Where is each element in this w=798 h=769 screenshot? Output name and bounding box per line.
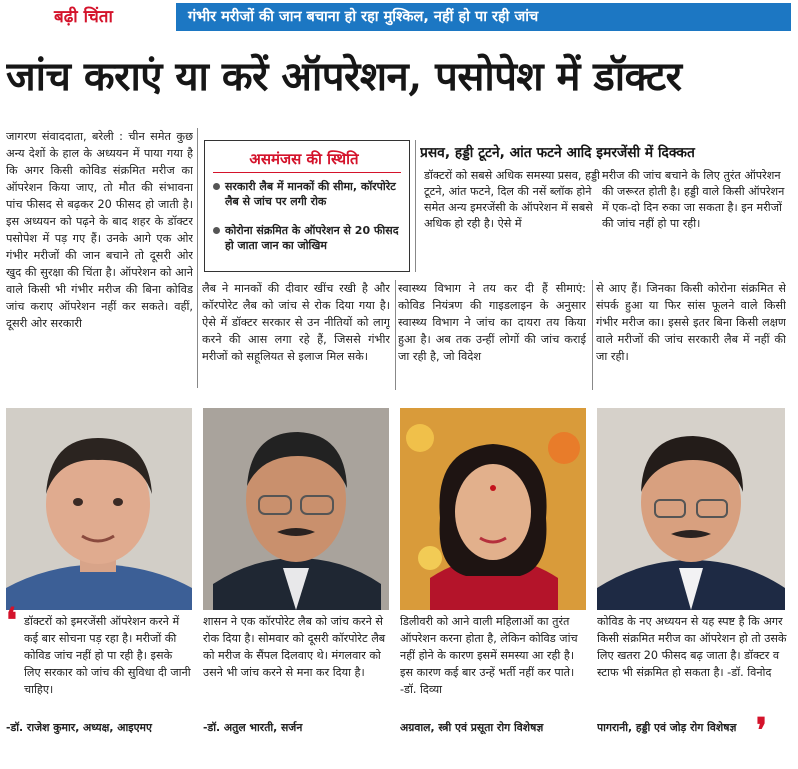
dilemma-item [213,223,405,259]
bullet-icon [213,183,220,190]
portrait-photo-2 [203,408,389,610]
quote-byline-1: -डॉ. राजेश कुमार, अध्यक्ष, आइएमए [6,721,152,734]
quote-byline-3: अग्रवाल, स्त्री एवं प्रसूता रोग विशेषज्ञ [400,721,544,734]
main-headline: जांच कराएं या करें ऑपरेशन, पसोपेश में डॉक्टर [6,53,682,100]
quote-open-icon: ❛ [6,601,17,641]
article-column-3: स्वास्थ्य विभाग ने तय कर दी हैं सीमाएं: कोविड नियंत्रण की गाइडलाइन के अनुसार स्वास्थ्य विभाग ने जांच का दायरा तय किया हुआ है। अब तक उन्हीं लोगों की जांच कराई जा रही है, जो विदेश [398,282,586,363]
article-column-1: जागरण संवाददाता, बरेली : चीन समेत कुछ अन्य देशों के हाल के अध्ययन में पाया गया है कि अगर किसी कोविड संक्रमित मरीज का ऑपरेशन किया जाए, तो मौत की संभावना पांच फीसद से बढ़कर 20 फीसद हो जाती है। इस अध्ययन को पढ़ने के बाद शहर के डॉक्टर पसोपेश में पड़ गए हैं। उनके आगे एक ओर गंभीर मरीजों की जान बचाने तो दूसरी ओर खुद की सुरक्षा की चिंता है। ऑपरेशन को आने वाले किसी भी गंभीर मरीज की बिना कोविड जांच कराए ऑपरेशन नहीं कर सकते। वहीं, दूसरी ओर सरकारी [6,130,193,330]
dilemma-item-text: कोरोना संक्रमित के ऑपरेशन से 20 फीसद हो जाता जान का जोखिम [225,224,399,252]
divider [197,128,198,388]
portrait-photo-1 [6,408,192,610]
header-bar [0,0,798,34]
quote-byline-2: -डॉ. अतुल भारती, सर्जन [203,721,303,734]
bullet-icon [213,227,220,234]
section-kicker: बढ़ी चिंता [6,3,176,31]
section-tagline: गंभीर मरीजों की जान बचाना हो रहा मुश्किल, नहीं हो पा रही जांच [176,3,791,31]
quote-byline-4: पागरानी, हड्डी एवं जोड़ रोग विशेषज्ञ [597,721,737,734]
dilemma-item-text: सरकारी लैब में मानकों की सीमा, कॉरपोरेट लैब से जांच पर लगी रोक [225,180,396,208]
divider [592,280,593,390]
divider [415,140,416,272]
emergency-column-a: डॉक्टरों को सबसे अधिक समस्या प्रसव, हड्डी टूटने, आंत फटने, दिल की नसें ब्लॉक होने समेत अन्य इमरजेंसी के ऑपरेशन में सबसे अधिक हो रही है। ऐसे में [424,169,600,230]
divider [395,280,396,390]
emergency-column-b: मरीज की जांच बचाने के लिए तुरंत ऑपरेशन की जरूरत होती है। हड्डी वाले किसी ऑपरेशन में एक-दो दिन रुका जा सकता है। इन मरीजों की जांच नहीं हो पा रही। [602,169,785,230]
portrait-photo-4 [597,408,785,610]
emergency-subheading: प्रसव, हड्डी टूटने, आंत फटने आदि इमरजेंसी में दिक्कत [420,145,695,161]
dilemma-box [204,140,410,272]
quote-text-1: डॉक्टरों को इमरजेंसी ऑपरेशन करने में कई बार सोचना पड़ रहा है। मरीजों की कोविड जांच नहीं हो पा रही है। इसके लिए सरकार को जांच की सुविधा दी जानी चाहिए। [24,615,191,696]
dilemma-box-title: असमंजस की स्थिति [249,150,359,168]
quote-text-2: शासन ने एक कॉरपोरेट लैब को जांच करने से रोक दिया है। सोमवार को दूसरी कॉरपोरेट लैब को मरीज के सैंपल दिलवाए थे। मंगलवार को उसने भी जांच करने से मना कर दिया है। [203,615,386,679]
quote-text-4: कोविड के नए अध्ययन से यह स्पष्ट है कि अगर किसी संक्रमित मरीज का ऑपरेशन हो तो उसके लिए खतरा 20 फीसद बढ़ जाता है। डॉक्टर व स्टाफ भी संक्रमित हो सकता है। -डॉ. विनोद [597,615,787,679]
divider [213,172,401,173]
quote-text-3: डिलीवरी को आने वाली महिलाओं का तुरंत ऑपरेशन करना होता है, लेकिन कोविड जांच नहीं होने के कारण इसमें समस्या आ रही है। इस कारण कई बार उन्हें भर्ती नहीं कर पाते। -डॉ. दिव्या [400,615,578,696]
quote-close-icon: ❜ [756,711,767,751]
article-column-2: लैब ने मानकों की दीवार खींच रखी है और कॉरपोरेट लैब को जांच से रोक दिया गया है। ऐसे में डॉक्टर सरकार से उन नीतियों को लागू करने की आस लगा रहे हैं, जिससे गंभीर मरीजों को सहूलियत से इलाज मिल सके। [202,282,390,363]
dilemma-item [213,179,405,215]
portrait-photo-3 [400,408,586,610]
article-column-4: से आए हैं। जिनका किसी कोरोना संक्रमित से संपर्क हुआ या फिर सांस फूलने वाले किसी गंभीर मरीज का। इससे इतर बिना किसी लक्षण वाले मरीजों की जांच सरकारी लैब में नहीं की जा रही। [596,282,786,363]
